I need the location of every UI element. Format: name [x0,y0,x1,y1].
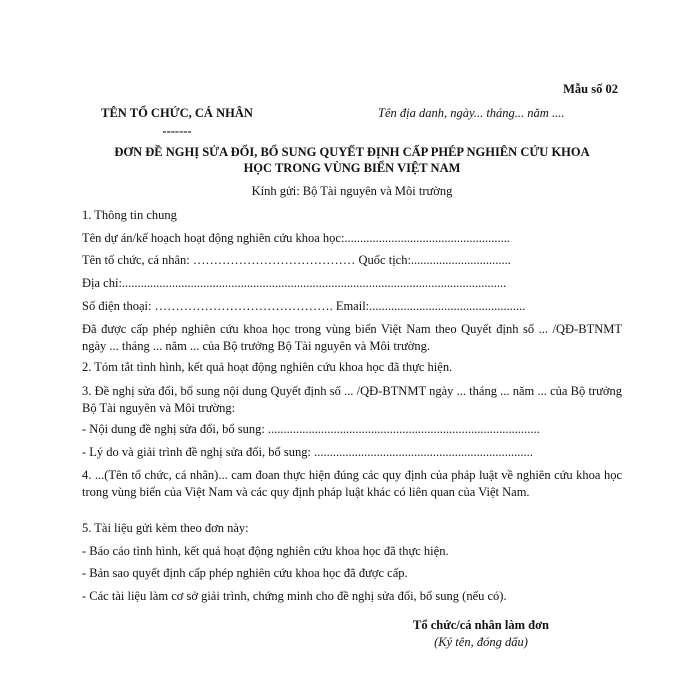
signature-title: Tổ chức/cá nhân làm đơn [413,618,549,632]
section3-heading: 3. Đề nghị sửa đổi, bổ sung nội dung Quyết định số ... /QĐ-BTNMT ngày ... tháng ... năm ... của Bộ trưởng Bộ Tài nguyên và Môi trường: [82,384,622,415]
attachment-item: - Các tài liệu làm cơ sở giải trình, chứng minh cho đề nghị sửa đổi, bổ sung (nếu có). [82,589,507,603]
signature-note: (Ký tên, đóng dấu) [434,635,528,649]
form-number: Mẫu số 02 [563,82,618,96]
section2-heading: 2. Tóm tắt tình hình, kết quả hoạt động nghiên cứu khoa học đã thực hiện. [82,360,453,374]
commitment-text: 4. ...(Tên tổ chức, cá nhân)... cam đoan thực hiện đúng các quy định của pháp luật về nghiên cứu khoa học trong vùng biển của Việt Nam và các quy định pháp luật khác có liên quan của Việt Nam. [82,468,622,499]
attachment-item: - Báo cáo tình hình, kết quả hoạt động nghiên cứu khoa học đã thực hiện. [82,544,449,558]
form-title-line1: ĐƠN ĐỀ NGHỊ SỬA ĐỔI, BỔ SUNG QUYẾT ĐỊNH CẤP PHÉP NGHIÊN CỨU KHOA [114,145,590,159]
phone-email-field: Số điện thoại: ……………………………………. Email:.................................................. [82,299,526,313]
address-field: Địa chỉ:........................................................................................................................... [82,276,507,290]
recipient: Kính gửi: Bộ Tài nguyên và Môi trường [251,184,453,198]
section5-heading: 5. Tài liệu gửi kèm theo đơn này: [82,521,249,535]
organization-label: TÊN TỔ CHỨC, CÁ NHÂN [101,106,253,120]
amendment-content-field: - Nội dung đề nghị sửa đổi, bổ sung: ....................................................................................... [82,422,540,436]
amendment-reason-field: - Lý do và giải trình đề nghị sửa đổi, bổ sung: ...................................................................... [82,445,533,459]
section1-heading: 1. Thông tin chung [82,208,177,222]
license-text: Đã được cấp phép nghiên cứu khoa học trong vùng biển Việt Nam theo Quyết định số ... /QĐ-BTNMT ngày ... tháng ... năm ... của Bộ trưởng Bộ Tài nguyên và Môi trường. [82,322,622,353]
attachment-item: - Bản sao quyết định cấp phép nghiên cứu khoa học đã được cấp. [82,566,408,580]
organization-name-field: Tên tổ chức, cá nhân: ………………………………… Quốc tịch:................................ [82,253,511,267]
form-title-line2: HỌC TRONG VÙNG BIỂN VIỆT NAM [243,161,461,175]
header-separator: ------- [162,124,192,138]
project-name-field: Tên dự án/kế hoạch hoạt động nghiên cứu khoa học:..................................................... [82,231,511,245]
place-date: Tên địa danh, ngày... tháng... năm .... [378,106,565,120]
